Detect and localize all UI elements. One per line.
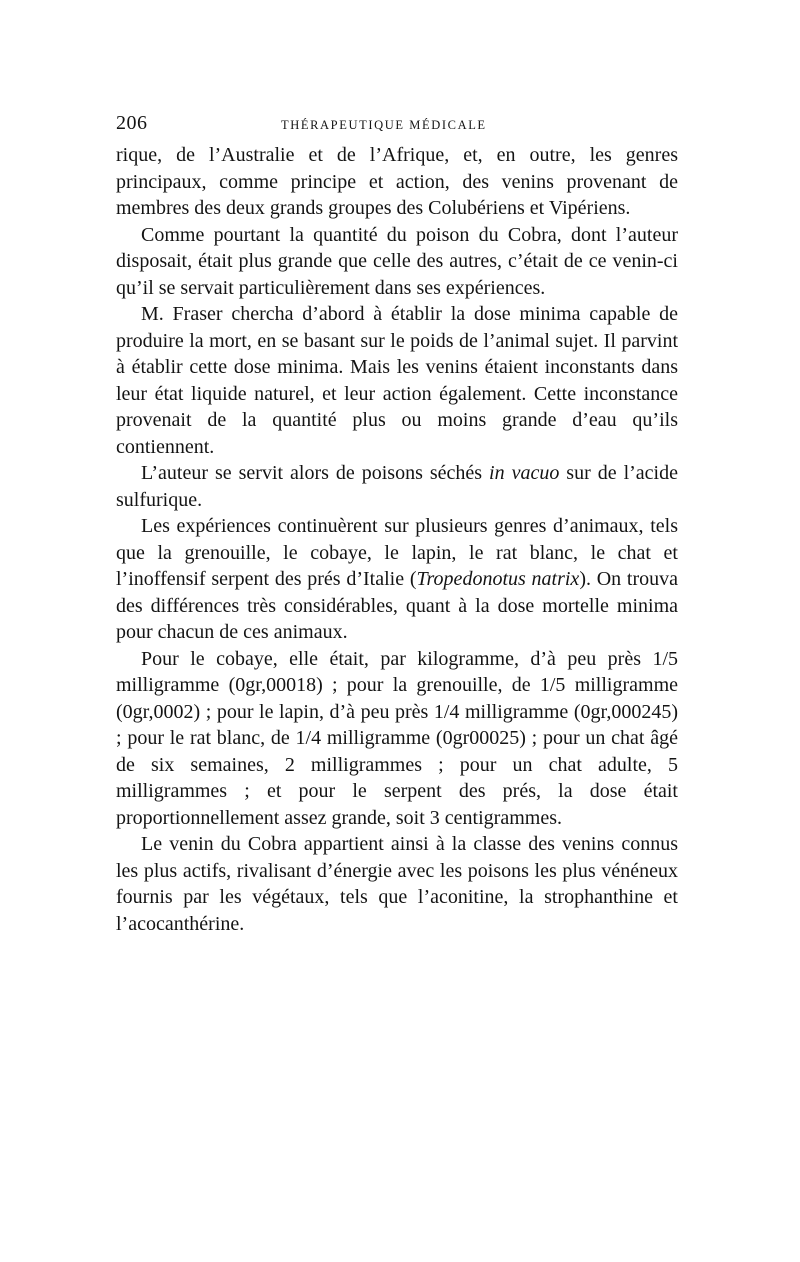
text-run: Le venin du Cobra appartient ainsi à la classe des venins connus les plus actifs, rivalisant d’énergie avec les poisons les plus vénéneux fournis par les végétaux, tels que l’aconitine, la strophanthine et l’acocanthérine.	[116, 833, 678, 935]
paragraph	[116, 831, 678, 937]
page-header	[116, 112, 678, 142]
running-title: THÉRAPEUTIQUE MÉDICALE	[281, 118, 487, 132]
italic-text-run: Tropedonotus natrix	[416, 568, 580, 590]
italic-text-run: in vacuo	[489, 462, 560, 484]
text-run: M. Fraser chercha d’abord à établir la dose minima capable de produire la mort, en se basant sur le poids de l’animal sujet. Il parvint à établir cette dose minima. Mais les venins étaient inconstants dans leur état liquide naturel, et leur action également. Cette inconstance provenait de la quantité plus ou moins grande d’eau qu’ils contiennent.	[116, 303, 678, 458]
text-run: Comme pourtant la quantité du poison du Cobra, dont l’auteur disposait, était plus grande que celle des autres, c’était de ce venin-ci qu’il se servait particulièrement dans ses expériences.	[116, 223, 678, 299]
paragraph	[116, 222, 678, 302]
body-text	[116, 142, 678, 937]
text-run: sur de l’acide sulfurique.	[116, 462, 678, 511]
paragraph	[116, 460, 678, 513]
paragraph	[116, 142, 678, 222]
paragraph	[116, 646, 678, 832]
paragraph	[116, 301, 678, 460]
text-run: Les expériences continuèrent sur plusieurs genres d’animaux, tels que la grenouille, le cobaye, le lapin, le rat blanc, le chat et l’inoffensif serpent des prés d’Italie (	[116, 515, 678, 590]
paragraph	[116, 513, 678, 646]
text-run: Pour le cobaye, elle était, par kilogramme, d’à peu près 1/5 milligramme (0gr,00018) ; pour la grenouille, de 1/5 milligramme (0gr,0002) ; pour le lapin, d’à peu près 1/4 milligramme (0gr,000245) ; pour le rat blanc, de 1/4 milligramme (0gr00025) ; pour un chat âgé de six semaines, 2 milligrammes ; pour un chat adulte, 5 milligrammes ; et pour le serpent des prés, la dose était proportionnellement assez grande, soit 3 centigrammes.	[116, 647, 678, 829]
page-number: 206	[116, 112, 148, 134]
text-run: ). On trouva des différences très considérables, quant à la dose mortelle minima pour chacun de ces animaux.	[116, 568, 679, 643]
text-run: rique, de l’Australie et de l’Afrique, et, en outre, les genres principaux, comme principe et action, des venins provenant de membres des deux grands groupes des Colubériens et Vipériens.	[116, 144, 678, 219]
book-page	[116, 112, 678, 937]
text-run: L’auteur se servit alors de poisons séchés	[141, 462, 490, 484]
